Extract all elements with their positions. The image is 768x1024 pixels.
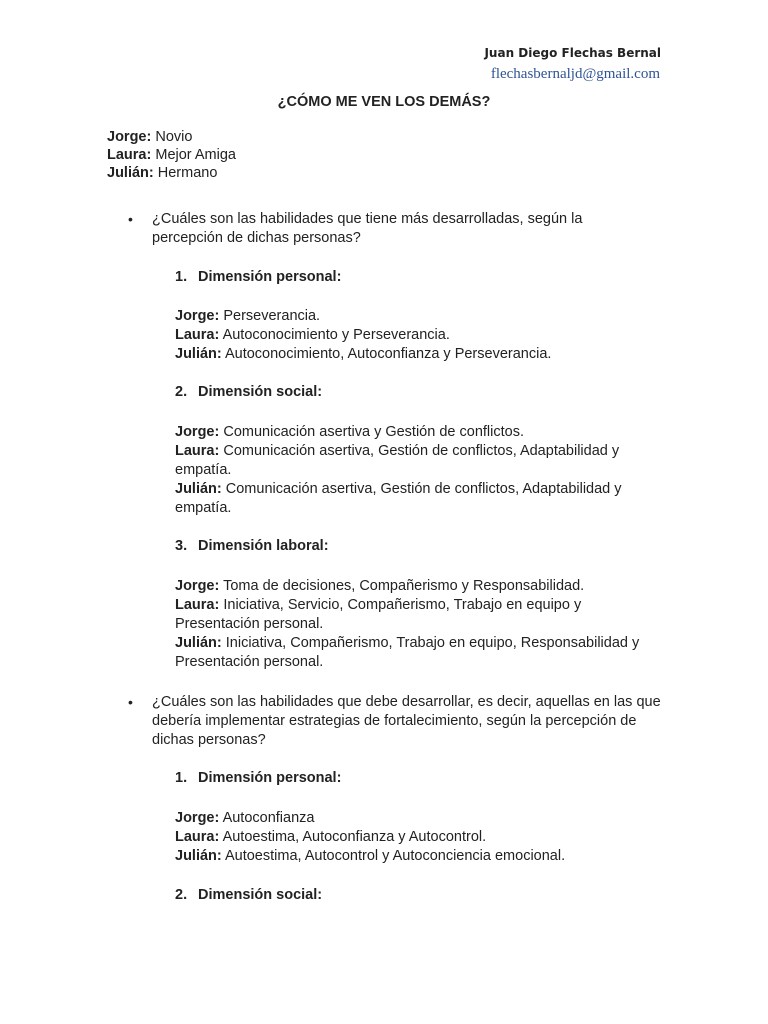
- entry-text: Toma de decisiones, Compañerismo y Responsabilidad.: [223, 578, 585, 594]
- entry: [175, 442, 645, 480]
- entry-text: Comunicación asertiva y Gestión de conflictos.: [223, 424, 524, 440]
- entry: [175, 345, 675, 364]
- entry-name: Julián:: [175, 635, 222, 651]
- section-entries: [175, 809, 675, 866]
- author-email: flechasbernaljd@gmail.com: [490, 66, 660, 82]
- entry: [175, 423, 645, 442]
- section-number: 2.: [175, 384, 188, 400]
- entry-text: Autoconocimiento, Autoconfianza y Perseverancia.: [224, 346, 552, 362]
- person-laura: [107, 146, 236, 164]
- section-heading: [175, 538, 329, 554]
- entry-text: Autoestima, Autocontrol y Autoconciencia emocional.: [224, 848, 566, 864]
- entry: [175, 596, 665, 634]
- section-entries: [175, 423, 645, 518]
- entry-text: Autoconocimiento y Perseverancia.: [222, 327, 450, 343]
- bullet-icon: •: [128, 211, 133, 227]
- person-role: Mejor Amiga: [155, 147, 236, 163]
- entry: [175, 828, 675, 847]
- entry: [175, 634, 665, 672]
- document-title: ¿CÓMO ME VEN LOS DEMÁS?: [277, 94, 491, 110]
- section-title: Dimensión personal:: [198, 269, 342, 285]
- person-role: Novio: [155, 129, 193, 145]
- question-text: ¿Cuáles son las habilidades que tiene más desarrolladas, según la percepción de dichas personas?: [152, 211, 583, 246]
- question-text: ¿Cuáles son las habilidades que debe desarrollar, es decir, aquellas en las que debería implementar estrategias de fortalecimiento, según la percepción de dichas personas?: [152, 694, 661, 748]
- person-jorge: [107, 128, 236, 146]
- entry-text: Iniciativa, Servicio, Compañerismo, Trabajo en equipo y Presentación personal.: [175, 597, 582, 632]
- section-title: Dimensión social:: [198, 384, 323, 400]
- entry-name: Julián:: [175, 481, 222, 497]
- entry-name: Laura:: [175, 443, 220, 459]
- section-number: 2.: [175, 887, 188, 903]
- section-number: 1.: [175, 770, 188, 786]
- entry-name: Jorge:: [175, 810, 220, 826]
- entry-name: Julián:: [175, 346, 222, 362]
- entry: [175, 809, 675, 828]
- entry: [175, 326, 675, 345]
- entry-text: Autoestima, Autoconfianza y Autocontrol.: [222, 829, 487, 845]
- section-title: Dimensión laboral:: [198, 538, 329, 554]
- section-number: 1.: [175, 269, 188, 285]
- entry-text: Autoconfianza: [222, 810, 315, 826]
- entry-name: Laura:: [175, 327, 220, 343]
- entry: [175, 577, 665, 596]
- entry-name: Jorge:: [175, 308, 220, 324]
- question-2: [128, 693, 662, 750]
- entry-text: Iniciativa, Compañerismo, Trabajo en equipo, Responsabilidad y Presentación personal.: [175, 635, 640, 670]
- author-name: Juan Diego Flechas Bernal: [484, 46, 661, 60]
- section-heading: [175, 887, 322, 903]
- person-name: Julián:: [107, 165, 154, 181]
- entry: [175, 307, 675, 326]
- entry-text: Comunicación asertiva, Gestión de conflictos, Adaptabilidad y empatía.: [175, 481, 622, 516]
- entry-name: Laura:: [175, 597, 220, 613]
- entry: [175, 847, 675, 866]
- entry-name: Laura:: [175, 829, 220, 845]
- person-julian: [107, 164, 236, 182]
- entry-name: Jorge:: [175, 578, 220, 594]
- entry-text: Perseverancia.: [223, 308, 321, 324]
- section-heading: [175, 384, 322, 400]
- section-title: Dimensión social:: [198, 887, 323, 903]
- person-name: Laura:: [107, 147, 152, 163]
- person-name: Jorge:: [107, 129, 152, 145]
- section-entries: [175, 307, 675, 364]
- bullet-icon: •: [128, 694, 133, 710]
- entry: [175, 480, 645, 518]
- entry-text: Comunicación asertiva, Gestión de conflictos, Adaptabilidad y empatía.: [175, 443, 620, 478]
- person-role: Hermano: [157, 165, 218, 181]
- entry-name: Julián:: [175, 848, 222, 864]
- question-1: [128, 210, 632, 248]
- section-heading: [175, 269, 341, 285]
- section-number: 3.: [175, 538, 188, 554]
- section-entries: [175, 577, 665, 672]
- entry-name: Jorge:: [175, 424, 220, 440]
- section-title: Dimensión personal:: [198, 770, 342, 786]
- people-list: [107, 128, 236, 182]
- section-heading: [175, 770, 341, 786]
